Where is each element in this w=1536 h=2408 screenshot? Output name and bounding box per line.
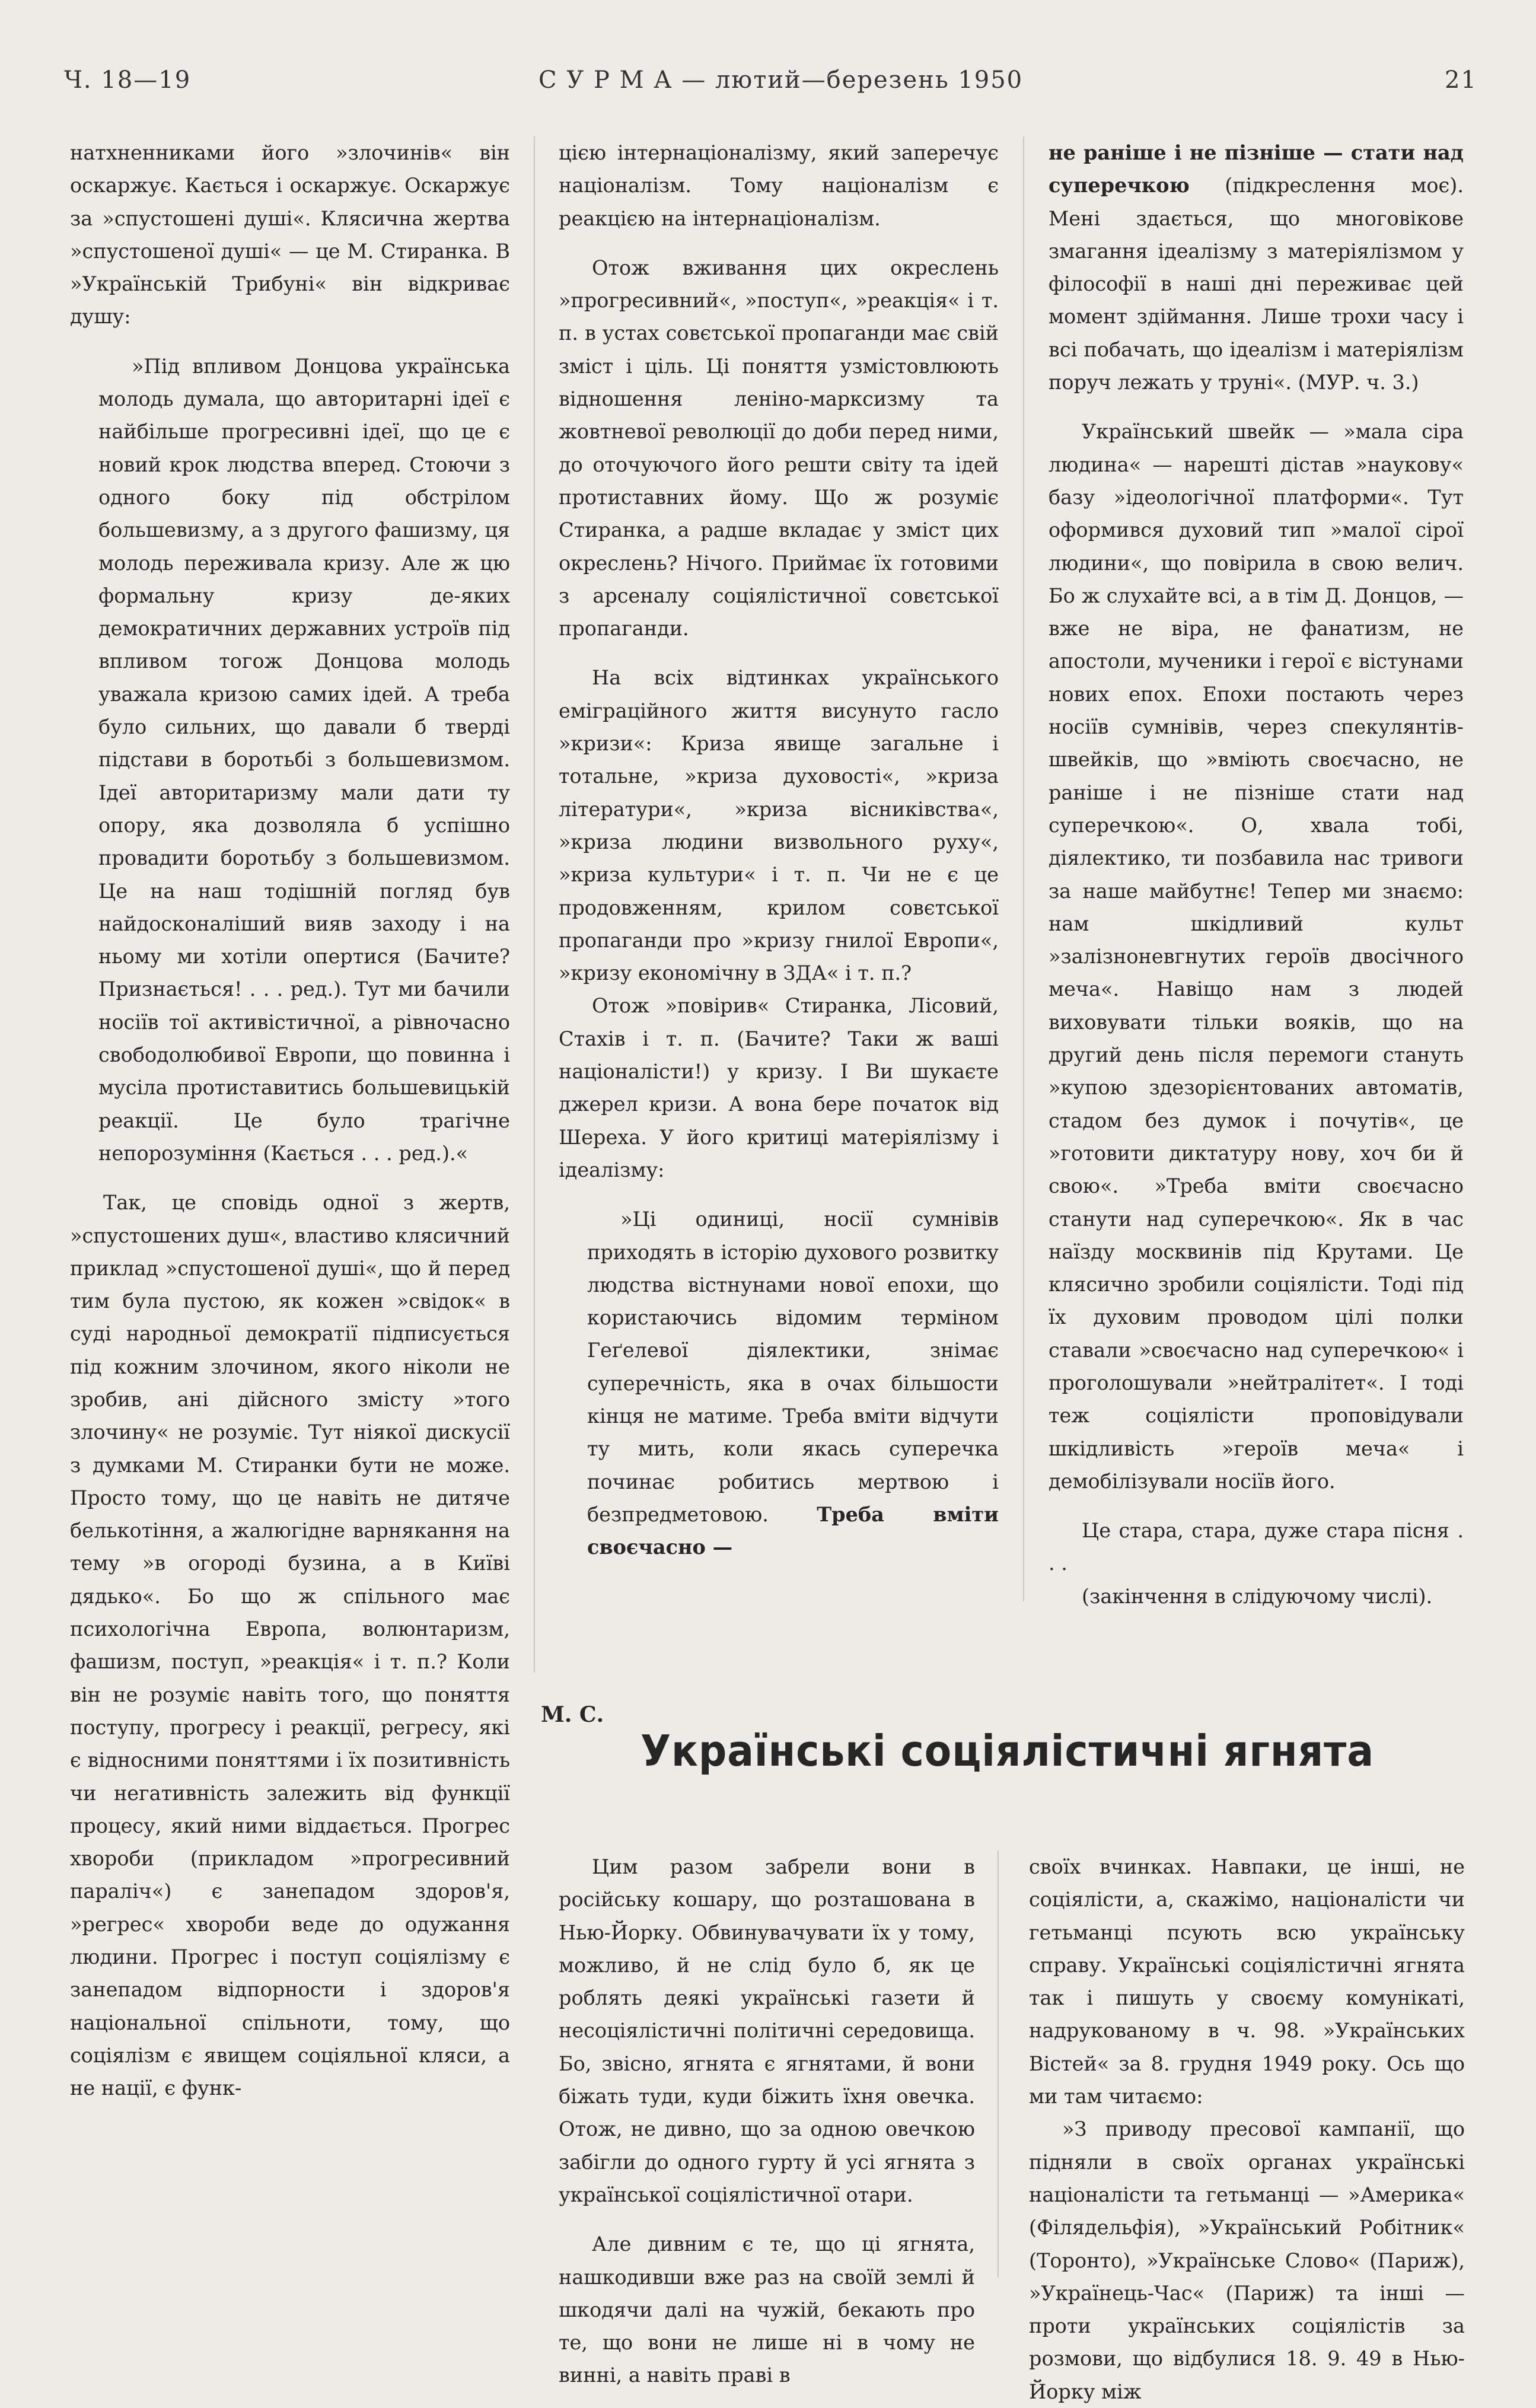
paragraph: натхненниками його »злочинів« він оскаржує. Кається і оскаржує. Оскаржує за »спустошені душі«. Клясична жертва »спустошеної душі« — це М. Стиранка. В »Українській Трибуні« він відкриває душу: (70, 141, 510, 329)
continuation-note: (закінчення в слідуючому числі). (1082, 1584, 1433, 1608)
paragraph: Але дивним є те, що ці ягнята, нашкодивши вже раз на своїй землі й шкодячи далі на чужій, бекають про те, що вони не лише ні в чому не винні, а навіть праві в (559, 2232, 975, 2387)
paragraph: Це стара, стара, дуже стара пісня . . . (1049, 1519, 1464, 1575)
column-rule (1023, 136, 1024, 1601)
paragraph: Так, це сповідь одної з жертв, »спустошених душ«, властиво клясичний приклад »спустошеної душі«, що й перед тим була пустою, як кожен »свідок« в суді народньої демократії підписується під кожним злочином, якого ніколи не зробив, ані дійсного змісту »того злочину« не розуміє. Тут ніякої дискусії з думками М. Стиранки бути не може. Просто тому, що це навіть не дитяче белькотіння, а жалюгідне варнякання на тему »в огороді бузина, а в Київі дядько«. Бо що ж спільного має психологічна Европа, волюнтаризм, фашизм, поступ, »реакція« і т. п.? Коли він не розуміє навіть того, що поняття поступу, прогресу і реакції, регресу, які є відносними поняттями і їх позитивність чи негативність залежить від функції процесу, який ними віддається. Прогрес хвороби (прикладом »прогресивний параліч«) є занепадом здоров'я, »регрес« хвороби веде до одужання людини. Прогрес і поступ соціялізму є занепадом відпорности і здоров'я національної спільноти, тому, що соціялізм є явищем соціяльної кляси, а не нації, є функ- (70, 1191, 510, 2100)
paragraph: »З приводу пресової кампанії, що підняли в своїх органах українські націоналісти та гетьманці — »Америка« (Філядельфія), »Український Робітник« (Торонто), »Українське Слово« (Париж), »Українець-Час« (Париж) та інші — проти українських соціялістів за розмови, що відбулися 18. 9. 49 в Нью-Йорку між (1029, 2117, 1465, 2403)
paragraph: На всіх відтинках українського еміграційного життя висунуто гасло »кризи«: Криза явище загальне і тотальне, »криза духовості«, »криза літератури«, »криза вісниківства«, »криза людини визвольного руху«, »криза культури« і т. п. Чи не є це продовженням, крилом совєтської пропаганди про »кризу гнилої Европи«, »кризу економічну в ЗДА« і т. п.? (559, 666, 999, 985)
paragraph: Український швейк — »мала сіра людина« — нарешті дістав »наукову« базу »ідеологічної платформи«. Тут оформився духовий тип »малої сірої людини«, що повірила в свою велич. Бо ж слухайте всі, а в тім Д. Донцов, — вже не віра, не фанатизм, не апостоли, мученики і герої є вістунами нових епох. Епохи постають через носіїв сумнівів, через спекулянтів-швейків, що »вміють своєчасно, не раніше і не пізніше стати над суперечкою«. О, хвала тобі, діялектико, ти позбавила нас тривоги за наше майбутнє! Тепер ми знаємо: нам шкідливий культ »залізноневгнутих героїв двосічного меча«. Навіщо нам з людей виховувати тільки вояків, що на другий день після перемоги стануть »купою здезорієнтованих автоматів, стадом без думок і почутів«, це »готовити диктатуру нову, хоч би й свою«. »Треба вміти своєчасно станути над суперечкою«. Як в час наїзду москвинів під Крутами. Це клясично зробили соціялісти. Тоді під їх духовим проводом цілі полки ставали »своєчасно над суперечкою« і проголошували »нейтралітет«. І тоді теж соціялісти проповідували шкідливість »героїв меча« і демобілізували носіїв його. (1049, 420, 1464, 1493)
column-rule (998, 1850, 999, 2278)
paragraph: Отож вживання цих окреслень »прогресивний«, »поступ«, »реакція« і т. п. в устах совєтської пропаганди має свій зміст і ціль. Ці поняття узмістовлюють відношення леніно-марксизму та жовтневої революції до доби перед ними, до оточуючого його решти світу та ідей протиставних йому. Що ж розуміє Стиранка, а радше вкладає у зміст цих окреслень? Нічого. Приймає їх готовими з арсеналу соціялістичної совєтської пропаганди. (559, 256, 999, 641)
article-author: М. С. (541, 1702, 604, 1727)
quote-text: »Ці одиниці, носії сумнівів приходять в історію духового розвитку людства вістнунами нової епохи, що користаючись відомим терміном Геґелевої діялектики, знімає суперечність, яка в очах більшости кінця не матиме. Треба вміти відчути ту мить, коли якась суперечка починає робитись мертвою і безпредметовою. (587, 1208, 999, 1526)
issue-number: Ч. 18—19 (64, 66, 192, 94)
page-number: 21 (1445, 66, 1477, 94)
block-quote (559, 1203, 999, 1563)
running-title: С У Р М А — лютий—березень 1950 (538, 66, 1024, 94)
column-1 (70, 136, 510, 2105)
column-3 (1049, 136, 1464, 1613)
block-quote-continued (1049, 136, 1464, 399)
paragraph: Отож »повірив« Стиранка, Лісовий, Стахів і т. п. (Бачите? Таки ж ваші націоналісти!) у кризу. І Ви шукаєте джерел кризи. А вона бере початок від Шереха. У його критиці матеріялізму і ідеалізму: (559, 994, 999, 1181)
quote-text: (підкреслення моє). Мені здається, що многовікове змагання ідеалізму з матеріялізмом у філософії в наші дні переживає цей момент здіймання. Лише трохи часу і всі побачать, що ідеалізм і матеріялізм поруч лежать у труні«. (МУР. ч. 3.) (1049, 174, 1464, 394)
article-title: Українські соціялістичні ягнята (640, 1726, 1374, 1776)
block-quote: »Під впливом Донцова українська молодь думала, що авторитарні ідеї є найбільше прогресивні ідеї, що це є новий крок людства вперед. Стоючи з одного боку під обстрілом большевизму, а з другого фашизму, ця молодь переживала кризу. Але ж цю формальну кризу де-яких демократичних державних устроїв під впливом тогож Донцова молодь уважала кризою самих ідей. А треба було сильних, що давали б тверді підстави в боротьбі з большевизмом. Ідеї авторитаризму мали дати ту опору, яка дозволяла б успішно провадити боротьбу з большевизмом. Це на наш тодішній погляд був найдосконаліший вияв заходу і на ньому ми хотіли опертися (Бачите? Признається! . . . ред.). Тут ми бачили носіїв тої активістичної, а рівночасно свободолюбивої Европи, що повинна і мусіла протиставитись большевицькій реакції. Це було трагічне непорозуміння (Кається . . . ред.).« (98, 354, 510, 1165)
paragraph: Цим разом забрели вони в російську кошару, що розташована в Нью-Йорку. Обвинувачувати їх у тому, можливо, й не слід було б, як це роблять деякі українські газети й несоціялістичні політичні середовища. Бо, звісно, ягнята є ягнятами, й вони біжать туди, куди біжить їхня овечка. Отож, не дивно, що за одною овечкою забігли до одного гурту й усі ягнята з української соціялістичної отари. (559, 1855, 975, 2206)
quote-emphasis: Треба вміти своєчасно — (587, 1502, 999, 1559)
paragraph: своїх вчинках. Навпаки, це інші, не соціялісти, а, скажімо, націоналісти чи гетьманці псують всю українську справу. Українські соціялістичні ягнята так і пишуть у своєму комунікаті, надрукованому в ч. 98. »Українських Вістей« за 8. грудня 1949 року. Ось що ми там читаємо: (1029, 1855, 1465, 2108)
quote-emphasis: не раніше і не пізніше — стати над суперечкою (1049, 141, 1464, 198)
article-column-right (1029, 1850, 1465, 2408)
paragraph: цією інтернаціоналізму, який заперечує націоналізм. Тому націоналізм є реакцією на інтернаціоналізм. (559, 141, 999, 230)
column-rule (534, 136, 535, 1673)
column-2 (559, 136, 999, 1563)
article-column-left (559, 1850, 975, 2392)
